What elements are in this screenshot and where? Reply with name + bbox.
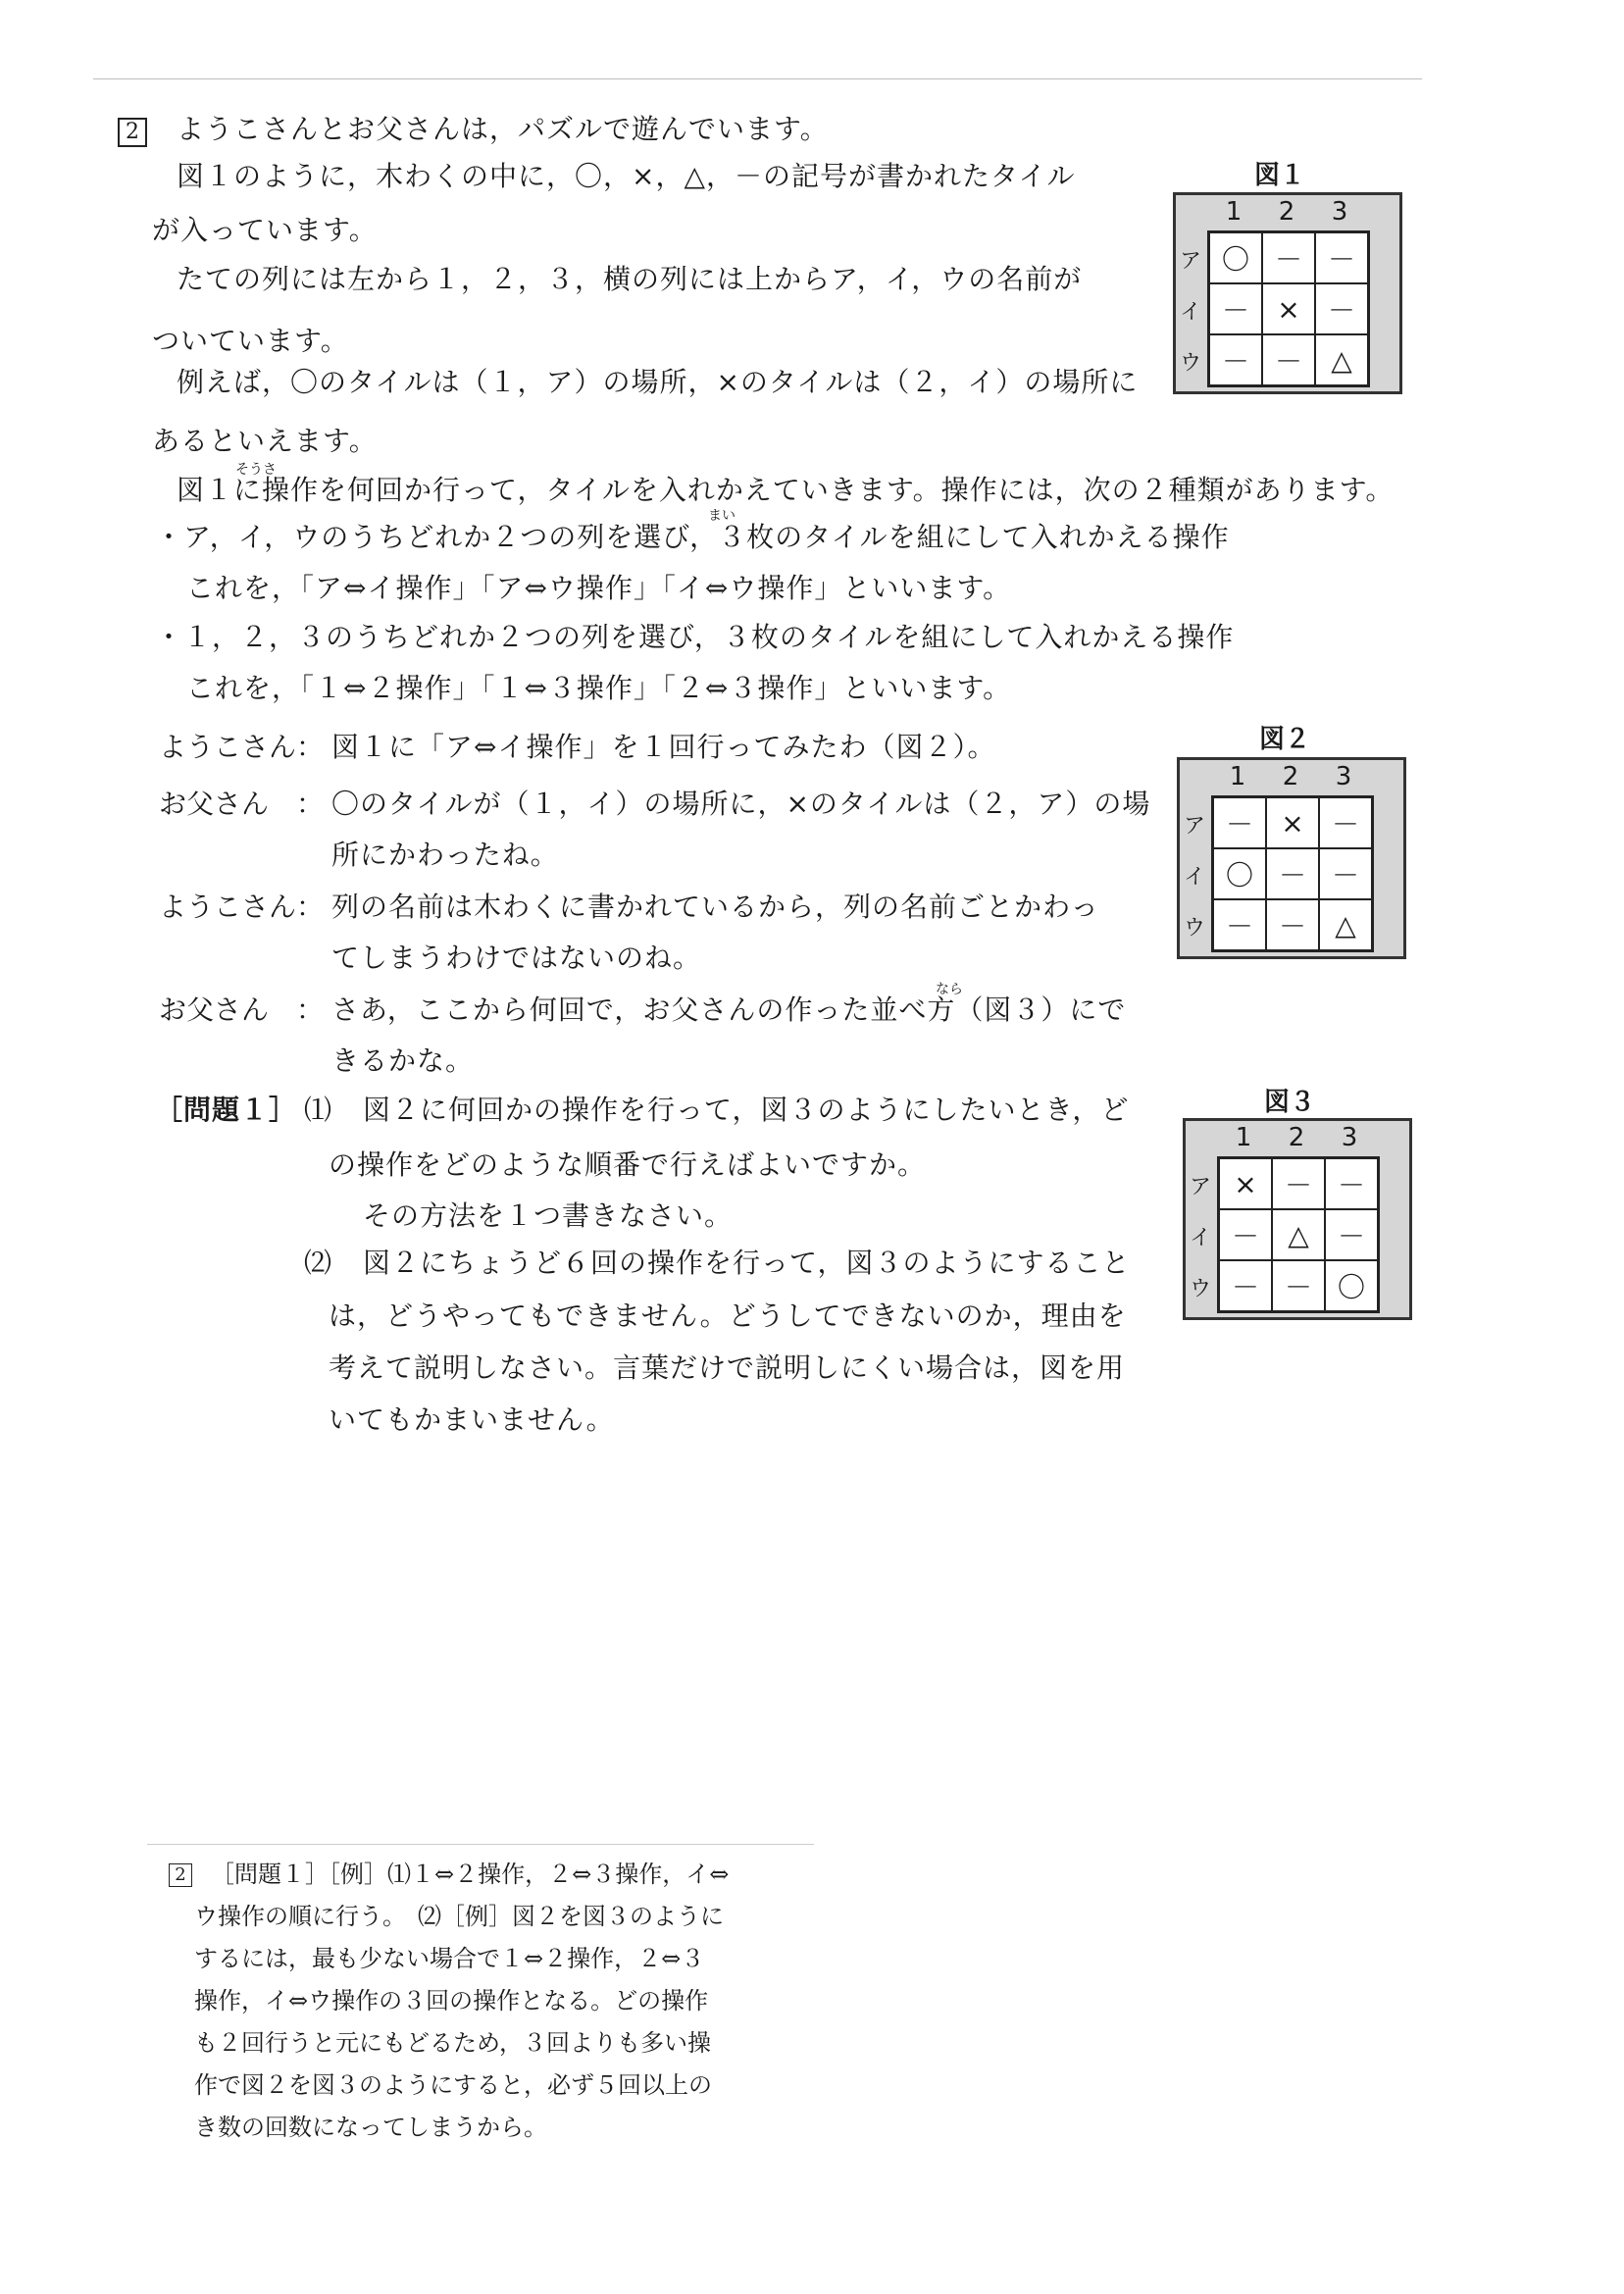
tile: － bbox=[1213, 797, 1266, 848]
tile-grid bbox=[1211, 795, 1374, 952]
tile: － bbox=[1272, 1158, 1325, 1209]
problem-line: は，どうやってもできません。どうしてできないのか，理由を bbox=[329, 1300, 1127, 1332]
dialogue-speaker: お父さん ： bbox=[159, 788, 325, 820]
dialogue-line: さあ，ここから何回で，お父さんの作った並べ方（図３）にで bbox=[331, 994, 1127, 1026]
figure-2 bbox=[1177, 757, 1406, 959]
answer-rule bbox=[147, 1844, 814, 1845]
intro-line: 図１のように，木わくの中に，〇，×，△，－の記号が書かれたタイル bbox=[177, 160, 1076, 192]
tile-grid bbox=[1207, 230, 1370, 387]
ruby-sousa: そうさ bbox=[235, 462, 277, 478]
intro-line: 例えば，〇のタイルは（１，ア）の場所，×のタイルは（２，イ）の場所に bbox=[177, 366, 1139, 398]
row-label: イ bbox=[1184, 865, 1206, 890]
problem-line: その方法を１つ書きなさい。 bbox=[363, 1199, 734, 1232]
intro-line: 図１に操作を何回か行って，タイルを入れかえていきます。操作には，次の２種類があります。 bbox=[177, 474, 1395, 506]
figure-title: 図３ bbox=[1263, 1088, 1315, 1117]
column-number: 3 bbox=[1335, 762, 1352, 791]
question-number-box: 2 bbox=[118, 118, 147, 147]
intro-line: が入っています。 bbox=[152, 214, 378, 246]
tile: － bbox=[1219, 1209, 1272, 1260]
tile: △ bbox=[1272, 1209, 1325, 1260]
column-number: 2 bbox=[1278, 197, 1295, 227]
tile: － bbox=[1325, 1209, 1378, 1260]
tile: － bbox=[1262, 232, 1315, 283]
intro-line: ついています。 bbox=[152, 325, 349, 357]
tile: － bbox=[1319, 848, 1372, 899]
intro-line: これを，「１⇔２操作」「１⇔３操作」「２⇔３操作」といいます。 bbox=[186, 672, 1012, 704]
dialogue-line: 図１に「ア⇔イ操作」を１回行ってみたわ（図２）。 bbox=[331, 731, 996, 763]
row-label: ウ bbox=[1180, 351, 1202, 376]
tile: 〇 bbox=[1209, 232, 1262, 283]
answer-line: ［問題１］［例］⑴１⇔２操作，２⇔３操作，イ⇔ bbox=[211, 1861, 730, 1888]
intro-line: たての列には左から１，２，３，横の列には上からア，イ，ウの名前が bbox=[177, 263, 1083, 295]
tile: △ bbox=[1319, 899, 1372, 950]
problem-part-number: ⑵ bbox=[304, 1247, 333, 1279]
answer-line: するには，最も少ない場合で１⇔２操作，２⇔３ bbox=[194, 1945, 705, 1972]
tile: － bbox=[1213, 899, 1266, 950]
tile: － bbox=[1219, 1260, 1272, 1311]
figure-title: 図２ bbox=[1258, 725, 1310, 754]
tile: － bbox=[1209, 283, 1262, 334]
intro-line: ・１，２，３のうちどれか２つの列を選び，３枚のタイルを組にして入れかえる操作 bbox=[155, 621, 1235, 653]
tile: △ bbox=[1315, 334, 1368, 385]
intro-line: あるといえます。 bbox=[152, 425, 378, 457]
answer-number-box: 2 bbox=[169, 1863, 192, 1887]
row-label: ア bbox=[1180, 249, 1202, 274]
dialogue-speaker: ようこさん： bbox=[159, 891, 325, 923]
figure-title: 図１ bbox=[1253, 161, 1305, 190]
problem-line: いてもかまいません。 bbox=[329, 1403, 615, 1436]
tile: － bbox=[1325, 1158, 1378, 1209]
tile: － bbox=[1272, 1260, 1325, 1311]
tile: － bbox=[1262, 334, 1315, 385]
tile: 〇 bbox=[1325, 1260, 1378, 1311]
tile: － bbox=[1266, 848, 1319, 899]
intro-line: これを，「ア⇔イ操作」「ア⇔ウ操作」「イ⇔ウ操作」といいます。 bbox=[186, 572, 1012, 604]
column-number: 2 bbox=[1282, 762, 1299, 791]
intro-line: ようこさんとお父さんは，パズルで遊んでいます。 bbox=[177, 113, 829, 145]
dialogue-speaker: ようこさん： bbox=[159, 731, 325, 763]
answer-line: ウ操作の順に行う。 ⑵［例］図２を図３のように bbox=[194, 1903, 724, 1930]
answer-line: 操作，イ⇔ウ操作の３回の操作となる。どの操作 bbox=[194, 1987, 709, 2014]
tile: 〇 bbox=[1213, 848, 1266, 899]
dialogue-speaker: お父さん ： bbox=[159, 994, 325, 1026]
tile-grid bbox=[1217, 1156, 1380, 1313]
column-number: 2 bbox=[1288, 1123, 1305, 1152]
top-rule bbox=[93, 78, 1422, 79]
problem-line: の操作をどのような順番で行えばよいですか。 bbox=[329, 1148, 927, 1181]
dialogue-line: 列の名前は木わくに書かれているから，列の名前ごとかわっ bbox=[331, 891, 1099, 923]
dialogue-line: 〇のタイルが（１，イ）の場所に，×のタイルは（２，ア）の場 bbox=[331, 788, 1151, 820]
tile: × bbox=[1219, 1158, 1272, 1209]
problem-part-number: ⑴ bbox=[304, 1094, 333, 1126]
dialogue-line: 所にかわったね。 bbox=[331, 839, 559, 871]
tile: － bbox=[1266, 899, 1319, 950]
ruby-mai: まい bbox=[708, 508, 736, 524]
row-label: イ bbox=[1190, 1226, 1212, 1250]
tile: － bbox=[1319, 797, 1372, 848]
problem-label: ［問題１］ bbox=[155, 1094, 298, 1126]
intro-line: ・ア，イ，ウのうちどれか２つの列を選び，３枚のタイルを組にして入れかえる操作 bbox=[155, 521, 1230, 553]
row-label: ウ bbox=[1190, 1277, 1212, 1301]
column-number: 1 bbox=[1225, 197, 1243, 227]
column-number: 3 bbox=[1331, 197, 1348, 227]
problem-line: 図２に何回かの操作を行って，図３のようにしたいとき，ど bbox=[363, 1094, 1130, 1126]
tile: － bbox=[1209, 334, 1262, 385]
tile: － bbox=[1315, 283, 1368, 334]
answer-line: も２回行うと元にもどるため，３回よりも多い操 bbox=[194, 2029, 712, 2057]
ruby-nara: なら bbox=[936, 982, 963, 997]
row-label: ア bbox=[1184, 814, 1206, 839]
row-label: イ bbox=[1180, 300, 1202, 325]
row-label: ウ bbox=[1184, 916, 1206, 941]
figure-3 bbox=[1183, 1118, 1412, 1320]
column-number: 1 bbox=[1235, 1123, 1252, 1152]
figure-1 bbox=[1173, 192, 1402, 394]
answer-line: き数の回数になってしまうから。 bbox=[194, 2114, 547, 2141]
dialogue-line: きるかな。 bbox=[331, 1045, 475, 1077]
row-label: ア bbox=[1190, 1175, 1212, 1199]
problem-line: 考えて説明しなさい。言葉だけで説明しにくい場合は，図を用 bbox=[329, 1351, 1126, 1384]
tile: × bbox=[1266, 797, 1319, 848]
tile: × bbox=[1262, 283, 1315, 334]
problem-line: 図２にちょうど６回の操作を行って，図３のようにすること bbox=[363, 1247, 1131, 1279]
column-number: 1 bbox=[1229, 762, 1246, 791]
tile: － bbox=[1315, 232, 1368, 283]
answer-line: 作で図２を図３のようにすると，必ず５回以上の bbox=[194, 2071, 712, 2099]
column-number: 3 bbox=[1341, 1123, 1358, 1152]
dialogue-line: てしまうわけではないのね。 bbox=[331, 942, 702, 974]
